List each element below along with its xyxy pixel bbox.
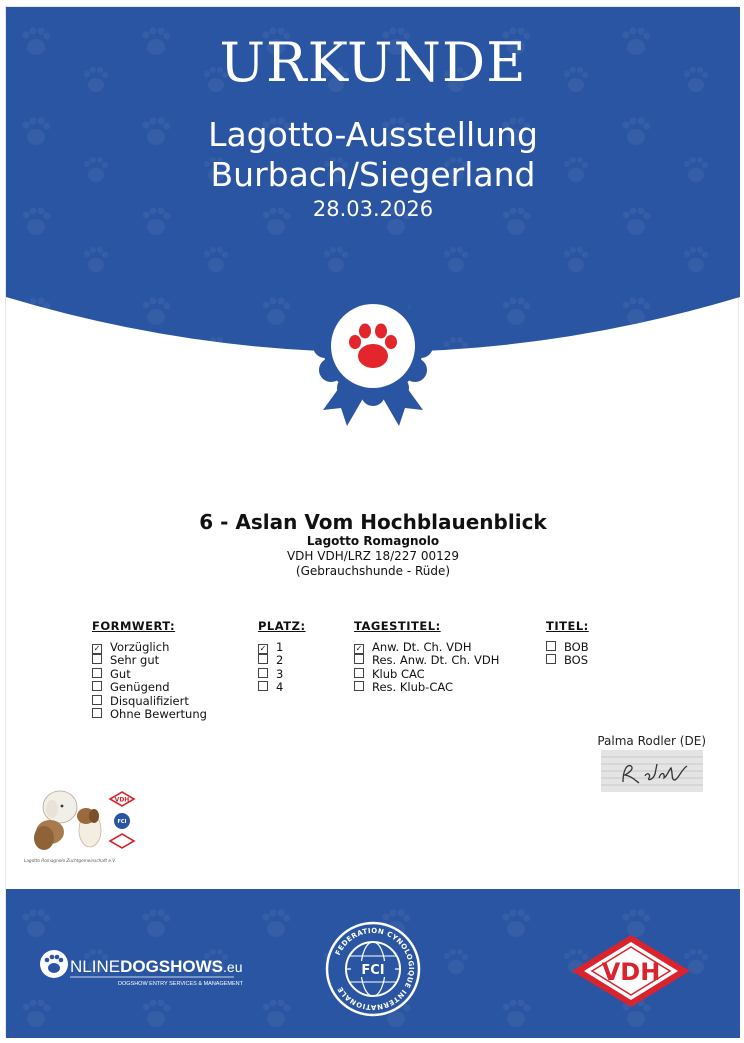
club-logo <box>20 782 140 872</box>
club-caption: Lagotto Romagnolo Zuchtgemeinschaft e.V. <box>24 858 116 863</box>
ods-prefix: NLINE <box>70 957 121 976</box>
option-label: BOB <box>564 640 589 654</box>
checkbox <box>546 641 556 651</box>
event-name-line1: Lagotto-Ausstellung <box>208 115 538 154</box>
judge-signature <box>601 750 703 792</box>
event-date: 28.03.2026 <box>312 197 434 221</box>
tagestitel-option <box>354 681 499 694</box>
platz-column <box>258 619 306 695</box>
option-label: Disqualifiziert <box>110 693 189 708</box>
checkbox <box>92 668 102 678</box>
fci-logo <box>324 920 422 1018</box>
option-label: Sehr gut <box>110 653 160 668</box>
vdh-text: VDH <box>601 958 661 986</box>
formwert-option <box>92 681 207 694</box>
certificate-title: URKUNDE <box>219 31 527 94</box>
platz-option <box>258 641 306 654</box>
vdh-logo <box>570 933 692 1009</box>
event-name-line2: Burbach/Siegerland <box>210 155 536 194</box>
checkbox: ✓ <box>259 644 267 653</box>
formwert-option <box>92 654 207 667</box>
option-label: Genügend <box>110 680 170 695</box>
checkbox <box>92 681 102 691</box>
option-label: 1 <box>276 640 284 654</box>
platz-heading: PLATZ: <box>258 619 306 633</box>
checkbox <box>546 654 556 664</box>
tagestitel-option <box>354 668 499 681</box>
dog-illustration-icon <box>34 791 101 850</box>
titel-option <box>546 654 589 667</box>
club-fci-text: FCI <box>117 819 127 825</box>
titel-heading: TITEL: <box>546 619 589 633</box>
platz-option <box>258 681 306 694</box>
formwert-heading: FORMWERT: <box>92 619 176 633</box>
option-label: Anw. Dt. Ch. VDH <box>372 640 472 654</box>
formwert-option <box>92 641 207 654</box>
tagestitel-heading: TAGESTITEL: <box>354 619 441 633</box>
formwert-option <box>92 668 207 681</box>
onlinedogshows-logo <box>38 940 243 995</box>
dog-breed: Lagotto Romagnolo <box>306 534 440 548</box>
formwert-column <box>92 619 207 721</box>
option-label: 4 <box>276 680 284 695</box>
checkbox <box>354 681 364 691</box>
checkbox <box>258 668 268 678</box>
club-vdh-text: VDH <box>114 796 130 804</box>
judge-name: Palma Rodler (DE) <box>597 734 706 748</box>
dog-name: 6 - Aslan Vom Hochblauenblick <box>199 510 547 534</box>
tagestitel-column <box>354 619 499 695</box>
checkbox <box>258 654 268 664</box>
tagestitel-option <box>354 654 499 667</box>
checkbox <box>92 695 102 705</box>
option-label: Res. Anw. Dt. Ch. VDH <box>372 653 500 668</box>
option-label: Klub CAC <box>372 666 425 681</box>
option-label: Vorzüglich <box>110 640 170 654</box>
dog-registration: VDH VDH/LRZ 18/227 00129 <box>286 549 460 563</box>
dog-class: (Gebrauchshunde - Rüde) <box>295 564 451 578</box>
formwert-option <box>92 708 207 721</box>
checkbox <box>258 681 268 691</box>
option-label: Ohne Bewertung <box>110 706 207 721</box>
checkbox <box>92 654 102 664</box>
checkbox <box>92 708 102 718</box>
checkbox: ✓ <box>93 644 101 653</box>
ods-tagline: DOGSHOW ENTRY SERVICES & MANAGEMENT <box>118 981 243 987</box>
checkbox <box>354 654 364 664</box>
titel-column <box>546 619 589 668</box>
ods-suffix: .eu <box>223 959 243 975</box>
fci-text: FCI <box>361 963 385 978</box>
titel-option <box>546 641 589 654</box>
platz-option <box>258 668 306 681</box>
paw-rosette-icon <box>311 292 435 442</box>
svg-text:NLINEDOGSHOWS.eu <box>70 957 243 976</box>
checkbox: ✓ <box>355 644 363 653</box>
platz-option <box>258 654 306 667</box>
option-label: 3 <box>276 666 284 681</box>
formwert-option <box>92 695 207 708</box>
option-label: Res. Klub-CAC <box>372 680 454 695</box>
option-label: BOS <box>564 653 589 668</box>
option-label: 2 <box>276 653 284 668</box>
ods-bold: DOGSHOWS <box>120 957 224 976</box>
option-label: Gut <box>110 666 131 681</box>
checkbox <box>354 668 364 678</box>
tagestitel-option <box>354 641 499 654</box>
certificate-page <box>5 6 739 1037</box>
fci-ring-text: FEDERATION CYNOLOGIQUE INTERNATIONALE <box>334 926 416 1012</box>
